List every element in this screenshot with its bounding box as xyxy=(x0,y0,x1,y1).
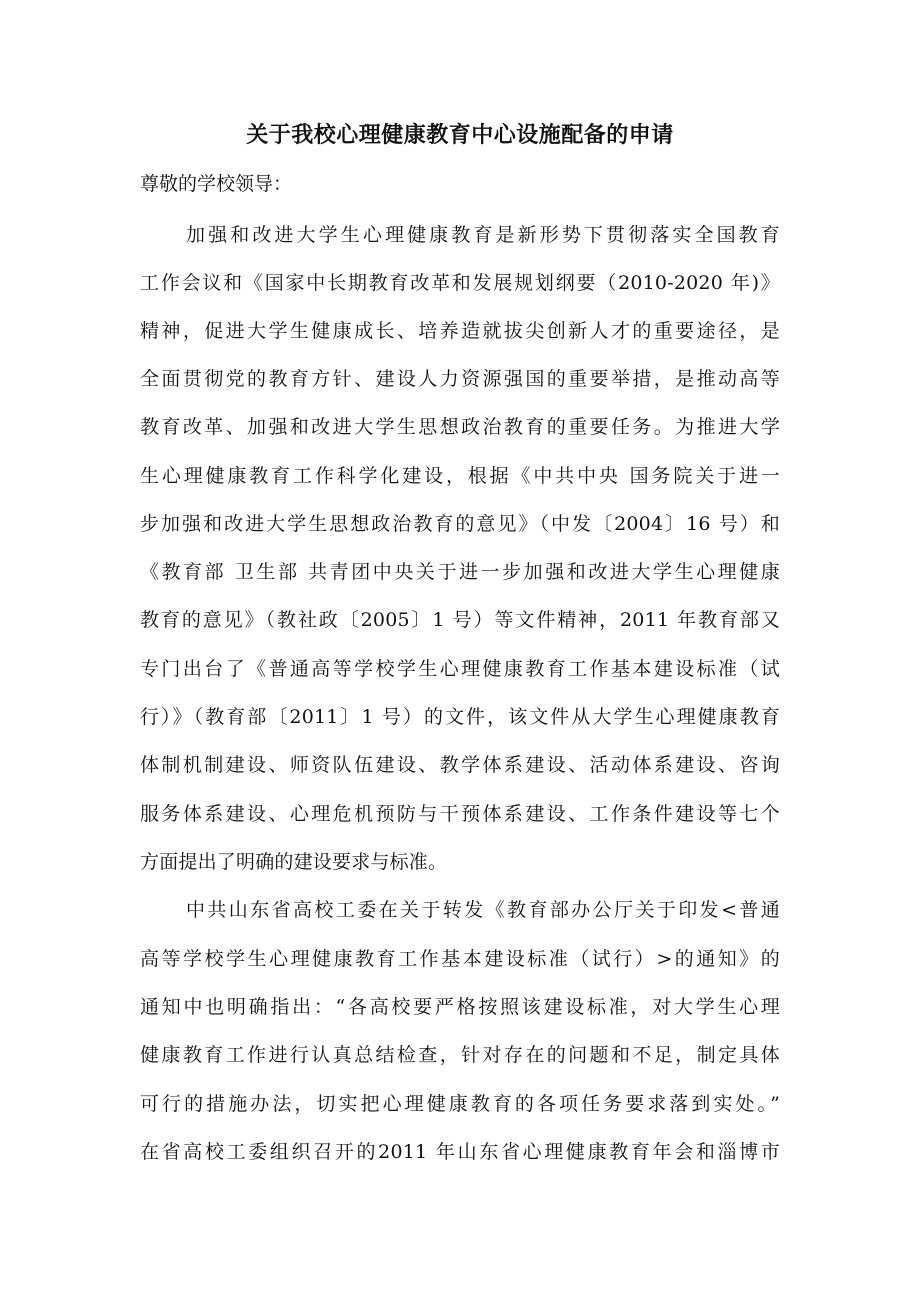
paragraph-2-line: 在省高校工委组织召开的2011 年山东省心理健康教育年会和淄博市 xyxy=(140,1141,780,1163)
paragraph-1-line: 全面贯彻党的教育方针、建设人力资源强国的重要举措，是推动高等 xyxy=(140,368,780,390)
paragraph-1-line: 教育的意见》（教社政〔2005〕1 号）等文件精神，2011 年教育部又 xyxy=(140,609,780,631)
paragraph-1-line: 体制机制建设、师资队伍建设、教学体系建设、活动体系建设、咨询 xyxy=(140,754,780,776)
paragraph-1-line: 方面提出了明确的建设要求与标准。 xyxy=(140,851,448,873)
document-title: 关于我校心理健康教育中心设施配备的申请 xyxy=(246,123,674,148)
paragraph-2-line: 中共山东省高校工委在关于转发《教育部办公厅关于印发<普通 xyxy=(186,899,780,921)
paragraph-1-line: 加强和改进大学生心理健康教育是新形势下贯彻落实全国教育 xyxy=(186,224,780,246)
paragraph-1-line: 专门出台了《普通高等学校学生心理健康教育工作基本建设标准（试 xyxy=(140,658,780,680)
paragraph-1-line: 步加强和改进大学生思想政治教育的意见》（中发〔2004〕16 号）和 xyxy=(140,513,780,535)
paragraph-2-line: 可行的措施办法，切实把心理健康教育的各项任务要求落到实处。” xyxy=(140,1093,780,1115)
paragraph-1-line: 教育改革、加强和改进大学生思想政治教育的重要任务。为推进大学 xyxy=(140,416,780,438)
paragraph-2-line: 高等学校学生心理健康教育工作基本建设标准（试行）>的通知》的 xyxy=(140,948,780,970)
greeting: 尊敬的学校领导： xyxy=(140,173,293,195)
paragraph-1-line: 精神，促进大学生健康成长、培养造就拔尖创新人才的重要途径，是 xyxy=(140,320,780,342)
paragraph-2-line: 通知中也明确指出：“各高校要严格按照该建设标准，对大学生心理 xyxy=(140,996,780,1018)
paragraph-1-line: 工作会议和《国家中长期教育改革和发展规划纲要（2010-2020 年)》 xyxy=(140,272,780,294)
paragraph-2-line: 健康教育工作进行认真总结检查，针对存在的问题和不足，制定具体 xyxy=(140,1044,780,1066)
paragraph-1-line: 服务体系建设、心理危机预防与干预体系建设、工作条件建设等七个 xyxy=(140,803,780,825)
paragraph-1-line: 生心理健康教育工作科学化建设，根据《中共中央 国务院关于进一 xyxy=(140,465,780,487)
paragraph-1-line: 《教育部 卫生部 共青团中央关于进一步加强和改进大学生心理健康 xyxy=(140,561,780,583)
paragraph-1-line: 行）》（教育部〔2011〕1 号）的文件，该文件从大学生心理健康教育 xyxy=(140,706,780,728)
